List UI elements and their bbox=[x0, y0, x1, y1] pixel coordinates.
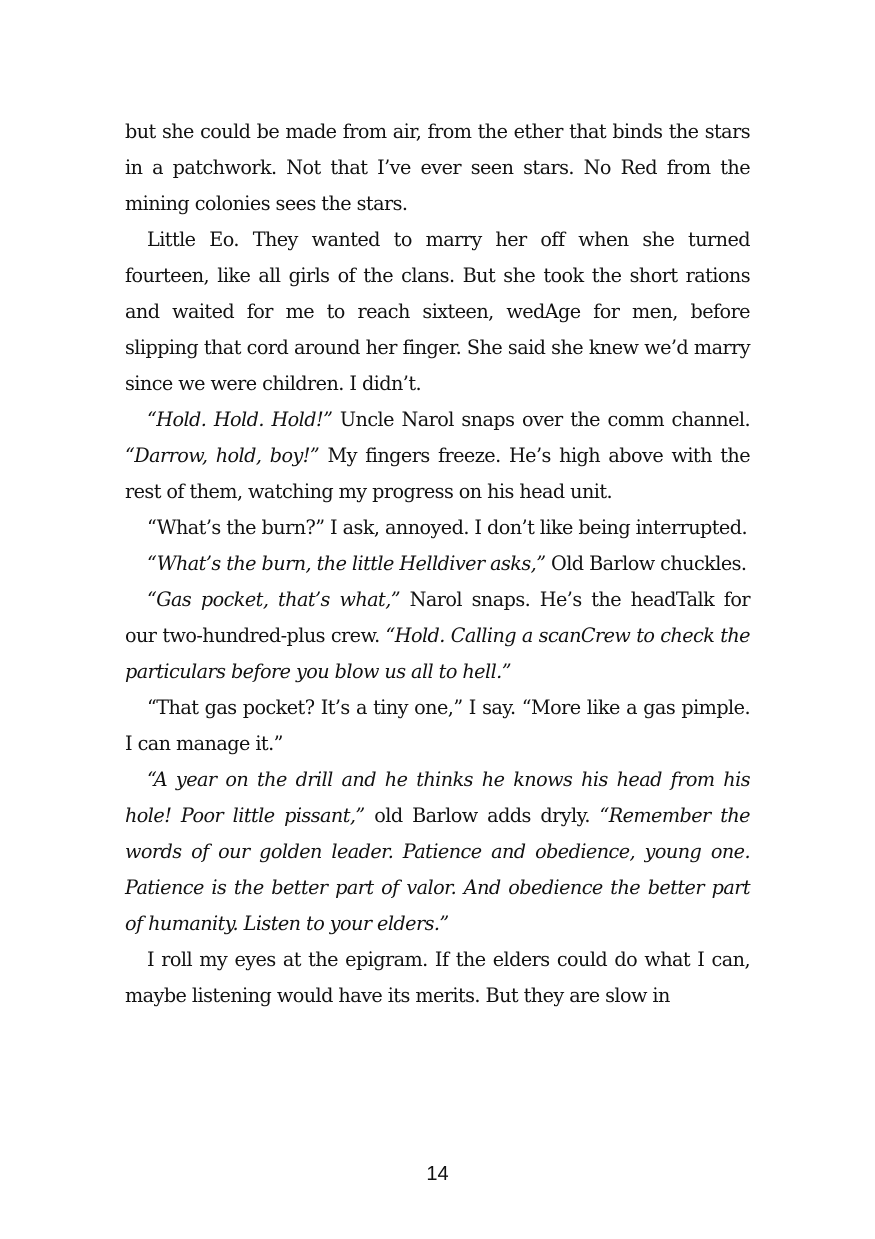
paragraph bbox=[125, 762, 750, 942]
paragraph bbox=[125, 402, 750, 510]
paragraph-text: but she could be made from air, from the ether that binds the stars in a patchwork. Not that I’ve ever seen stars. No Red from the mining colonies sees the stars. bbox=[125, 120, 750, 215]
page-body bbox=[125, 114, 750, 1014]
paragraph-text: I roll my eyes at the epigram. If the elders could do what I can, maybe listening would have its merits. But they are slow in bbox=[125, 948, 750, 1007]
paragraph bbox=[125, 114, 750, 222]
paragraph-text: My fingers freeze. He’s high above with the rest of them, watching my progress on his head unit. bbox=[125, 444, 751, 503]
dialogue-italic: “Hold. Calling a scanCrew to check the particulars before you blow us all to hell.” bbox=[125, 624, 750, 683]
paragraph bbox=[125, 942, 750, 1014]
dialogue-italic: “A year on the drill and he thinks he knows his head from his hole! Poor little pissant,” bbox=[125, 768, 750, 827]
paragraph-text: Uncle Narol snaps over the comm channel. bbox=[332, 408, 751, 431]
paragraph-text: Old Barlow chuckles. bbox=[545, 552, 747, 575]
paragraph-text: “That gas pocket? It’s a tiny one,” I say. “More like a gas pimple. I can manage it.” bbox=[125, 696, 750, 755]
dialogue-italic: “Remember the words of our golden leader. Patience and obedience, young one. Patience is the better part of valor. And obedience the better part of humanity. Listen to your elders.” bbox=[125, 804, 750, 935]
dialogue-italic: “Gas pocket, that’s what,” bbox=[147, 588, 401, 611]
paragraph-text: Narol snaps. He’s the headTalk for our two-hundred-plus crew. bbox=[125, 588, 750, 647]
paragraph bbox=[125, 222, 750, 402]
paragraph bbox=[125, 582, 750, 690]
paragraph bbox=[125, 510, 750, 546]
page-number: 14 bbox=[426, 1163, 449, 1185]
dialogue-italic: “What’s the burn, the little Helldiver asks,” bbox=[147, 552, 546, 575]
paragraph bbox=[125, 546, 750, 582]
paragraph bbox=[125, 690, 750, 762]
paragraph-text: old Barlow adds dryly. bbox=[364, 804, 600, 827]
paragraph-text: “What’s the burn?” I ask, annoyed. I don’t like being interrupted. bbox=[147, 516, 748, 539]
dialogue-italic: “Darrow, hold, boy!” bbox=[125, 444, 320, 467]
dialogue-italic: “Hold. Hold. Hold!” bbox=[147, 408, 333, 431]
paragraph-text: Little Eo. They wanted to marry her off when she turned fourteen, like all girls of the clans. But she took the short rations and waited for me to reach sixteen, wedAge for men, before slipping that cord around her finger. She said she knew we’d marry since we were children. I didn’t. bbox=[125, 228, 750, 395]
